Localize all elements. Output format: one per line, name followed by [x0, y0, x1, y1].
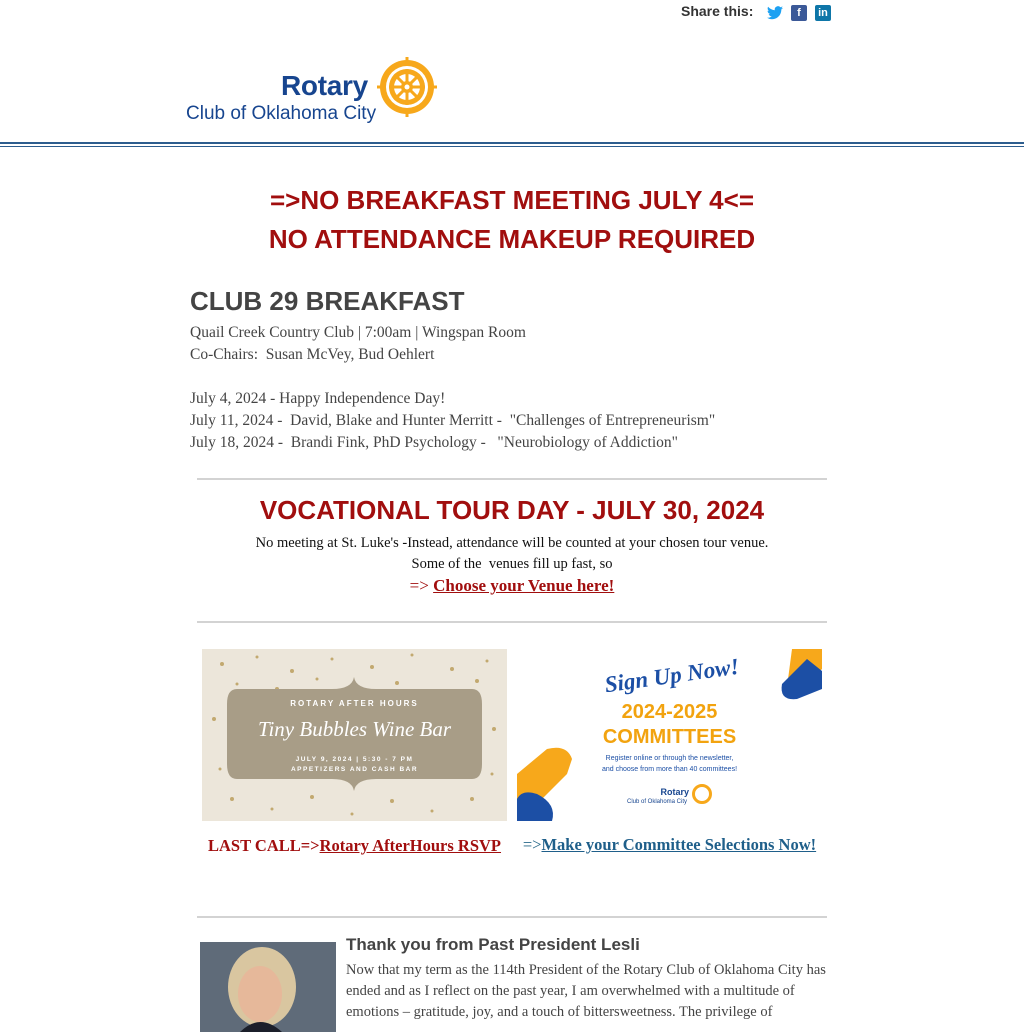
- announcement-line-1: =>NO BREAKFAST MEETING JULY 4<=: [269, 185, 755, 215]
- announcement-line-2: NO ATTENDANCE MAKEUP REQUIRED: [268, 224, 756, 254]
- linkedin-icon[interactable]: in: [815, 5, 831, 21]
- rotary-wheel-icon: [377, 57, 437, 117]
- twitter-icon[interactable]: [767, 5, 783, 21]
- after-hours-caption: [202, 835, 507, 857]
- rsvp-link[interactable]: Rotary AfterHours RSVP: [319, 836, 502, 855]
- committees-caption: [517, 835, 822, 855]
- after-hours-sub: APPETIZERS AND CASH BAR: [290, 766, 419, 773]
- committees-text: Register online or through the newsletter, and choose from more than 40 committees!: [602, 755, 738, 773]
- past-president-photo: [200, 942, 336, 1032]
- club29-event: July 4, 2024 - Happy Independence Day!: [190, 390, 446, 407]
- facebook-icon[interactable]: f: [791, 5, 807, 21]
- choose-venue-link[interactable]: Choose your Venue here!: [433, 576, 615, 595]
- section-divider: [197, 478, 827, 480]
- share-label: Share this:: [681, 3, 754, 19]
- club29-location: Quail Creek Country Club | 7:00am | Wingspan Room: [190, 324, 526, 341]
- vocational-line-2: Some of the venues fill up fast, so: [411, 556, 613, 572]
- club29-chairs: Co-Chairs: Susan McVey, Bud Oehlert: [190, 346, 435, 363]
- last-call-text: LAST CALL=>: [207, 836, 320, 855]
- header-rule-thin: [0, 146, 1024, 147]
- arrow-text: =>: [522, 835, 542, 854]
- club29-event: July 18, 2024 - Brandi Fink, PhD Psychology - "Neurobiology of Addiction": [190, 434, 678, 451]
- signup-text: Sign Up Now!: [603, 653, 741, 698]
- logo-subtitle: Club of Oklahoma City: [186, 103, 377, 124]
- past-president-body: Now that my term as the 114th President of the Rotary Club of Oklahoma City has ended and as I reflect on the past year, I am overwhelmed with a multitude of emotions – gratitude, joy, and a touch of bittersweetness. The privilege of: [346, 962, 826, 1020]
- past-president-title: Thank you from Past President Lesli: [346, 935, 640, 954]
- club29-event: July 11, 2024 - David, Blake and Hunter Merritt - "Challenges of Entrepreneurism": [190, 412, 716, 429]
- section-divider: [197, 916, 827, 918]
- committees-years: 2024-2025: [621, 701, 718, 723]
- after-hours-kicker: ROTARY AFTER HOURS: [290, 699, 419, 708]
- vocational-line-1: No meeting at St. Luke's -Instead, attendance will be counted at your chosen tour venue.: [255, 535, 769, 551]
- vocational-title: VOCATIONAL TOUR DAY - JULY 30, 2024: [259, 495, 765, 525]
- arrow-text: =>: [409, 576, 434, 595]
- after-hours-venue: Tiny Bubbles Wine Bar: [257, 717, 452, 741]
- header-rule: [0, 142, 1024, 144]
- committees-logo-sub: Club of Oklahoma City: [626, 799, 688, 805]
- vocational-link-row: [0, 576, 1024, 596]
- rotary-wheel-icon: [692, 784, 712, 804]
- after-hours-image[interactable]: [202, 649, 507, 821]
- section-divider: [197, 621, 827, 623]
- committee-selections-link[interactable]: Make your Committee Selections Now!: [541, 835, 817, 854]
- committees-image[interactable]: [517, 649, 822, 821]
- committees-title: COMMITTEES: [602, 726, 737, 748]
- club29-title: CLUB 29 BREAKFAST: [190, 286, 465, 316]
- committees-logo-word: Rotary: [660, 787, 689, 797]
- logo-wordmark: Rotary: [281, 70, 368, 101]
- after-hours-date: JULY 9, 2024 | 5:30 - 7 PM: [295, 756, 414, 763]
